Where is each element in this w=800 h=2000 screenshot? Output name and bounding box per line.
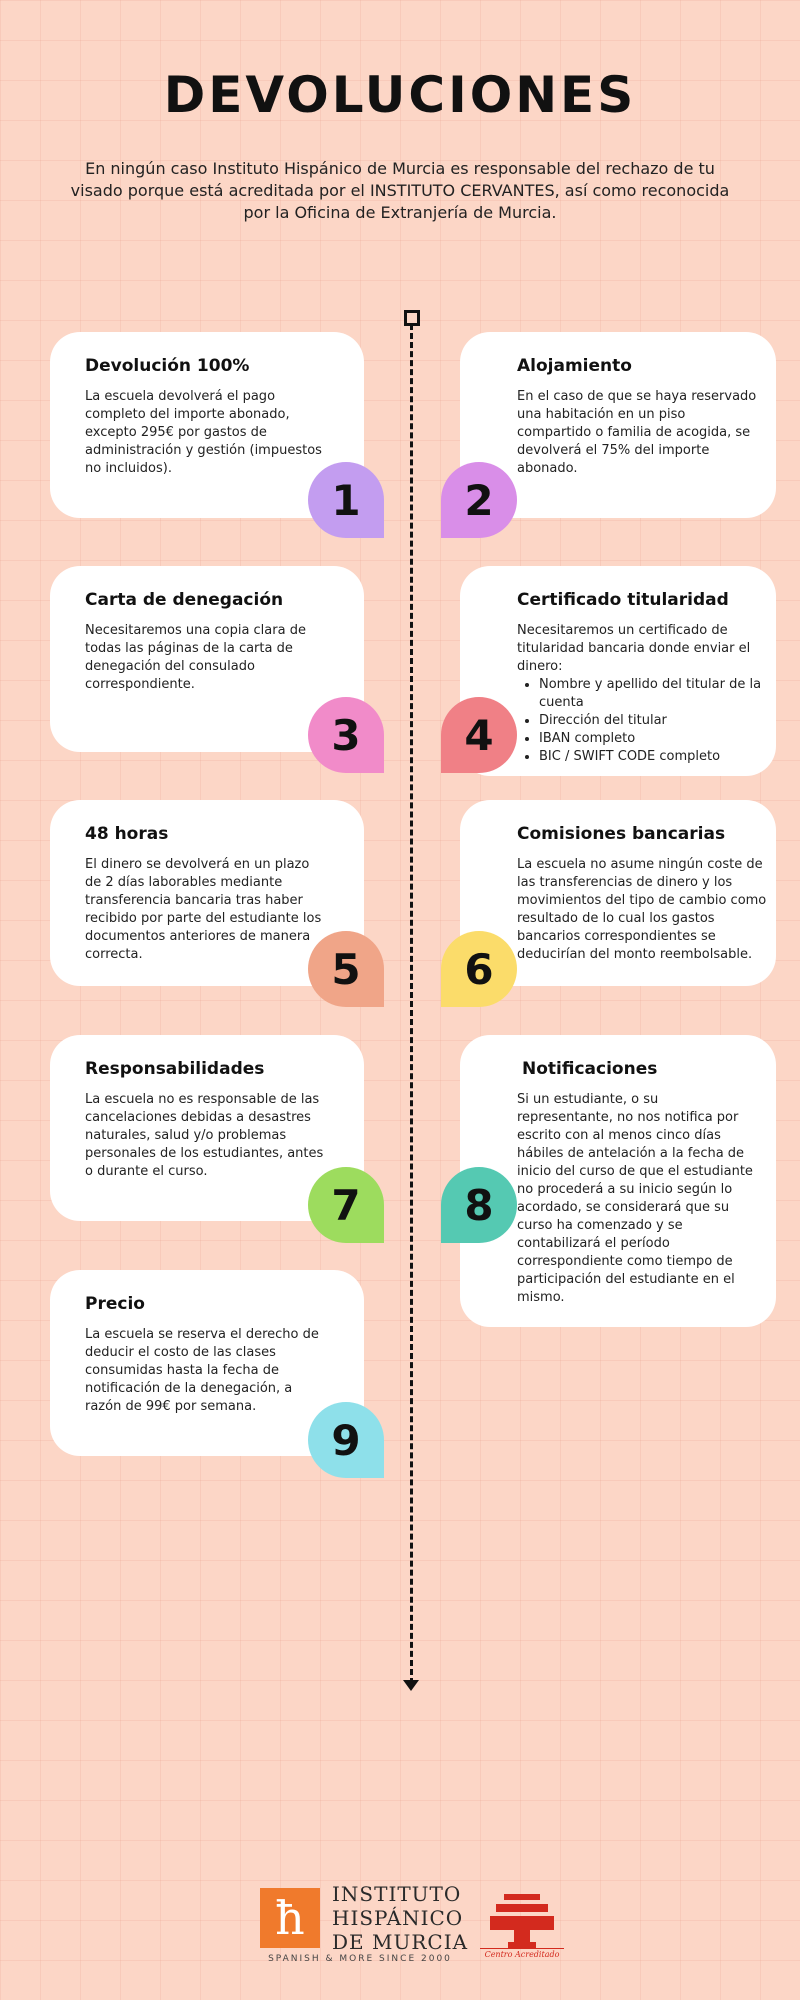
card-title: Devolución 100% [85, 356, 250, 376]
cervantes-label: Centro Acreditado [480, 1948, 564, 1959]
card-title: Precio [85, 1294, 145, 1314]
list-item: • Dirección del titular [539, 712, 767, 730]
list-item: • IBAN completo [539, 730, 767, 748]
instituto-name [332, 1882, 472, 1954]
number-badge-4: 4 [441, 697, 517, 773]
arrow-down-icon [403, 1680, 419, 1691]
card-title: Certificado titularidad [517, 590, 729, 610]
instituto-logo [260, 1888, 320, 1948]
number-badge-9: 9 [308, 1402, 384, 1478]
number-badge-7: 7 [308, 1167, 384, 1243]
requirements-list [517, 676, 767, 766]
cervantes-logo-icon [484, 1892, 560, 1956]
page-title: DEVOLUCIONES [163, 66, 637, 124]
number-badge-1: 1 [308, 462, 384, 538]
intro-text: En ningún caso Instituto Hispánico de Murcia es responsable del rechazo de tu visado porque está acreditada por el INSTITUTO CERVANTES, así como reconocida por la Oficina de Extranjería de Murcia. [70, 159, 730, 222]
card-title: Responsabilidades [85, 1059, 265, 1079]
number-badge-2: 2 [441, 462, 517, 538]
number-badge-6: 6 [441, 931, 517, 1007]
number-badge-3: 3 [308, 697, 384, 773]
card-text: Necesitaremos una copia clara de todas las páginas de la carta de denegación del consulado correspondiente. [85, 623, 306, 692]
card-text: Necesitaremos un certificado de titularidad bancaria donde enviar el dinero: [517, 623, 751, 674]
number-badge-8: 8 [441, 1167, 517, 1243]
card-title: 48 horas [85, 824, 169, 844]
card-text-block [517, 622, 767, 766]
logo-letter: ħ [275, 1891, 305, 1945]
name-line: HISPÁNICO [332, 1906, 464, 1930]
card-title: Carta de denegación [85, 590, 284, 610]
list-item: • BIC / SWIFT CODE completo [539, 748, 767, 766]
timeline-line [410, 324, 413, 1684]
card-text: El dinero se devolverá en un plazo de 2 días laborables mediante transferencia bancaria tras haber recibido por parte del estudiante los documentos anteriores de manera correcta. [85, 857, 322, 962]
name-line: DE MURCIA [332, 1930, 469, 1954]
card-text: La escuela no es responsable de las cancelaciones debidas a desastres naturales, salud y/o problemas personales de los estudiantes, antes o durante el curso. [85, 1092, 324, 1179]
footer-tagline: SPANISH & MORE SINCE 2000 [268, 1954, 452, 1964]
card-text: La escuela devolverá el pago completo del importe abonado, excepto 295€ por gastos de administración y gestión (impuestos no incluidos). [85, 389, 322, 476]
card-text: La escuela no asume ningún coste de las transferencias de dinero y los movimientos del tipo de cambio como resultado de lo cual los gastos bancarios correspondientes se deducirían del monto reembolsable. [517, 857, 767, 962]
card-text: Si un estudiante, o su representante, no nos notifica por escrito con al menos cinco días hábiles de antelación a la fecha de inicio del curso de que el estudiante no procederá a su inicio según lo acordado, se considerará que su curso ha comenzado y se contabilizará el período correspondiente como tiempo de participación del estudiante en el mismo. [517, 1092, 753, 1305]
card-title: Comisiones bancarias [517, 824, 726, 844]
list-item: • Nombre y apellido del titular de la cuenta [539, 676, 767, 712]
card-title: Notificaciones [522, 1059, 658, 1079]
name-line: INSTITUTO [332, 1882, 462, 1906]
card-title: Alojamiento [517, 356, 632, 376]
card-text: La escuela se reserva el derecho de deducir el costo de las clases consumidas hasta la fecha de notificación de la denegación, a razón de 99€ por semana. [85, 1327, 319, 1414]
number-badge-5: 5 [308, 931, 384, 1007]
card-text: En el caso de que se haya reservado una habitación en un piso compartido o familia de acogida, se devolverá el 75% del importe abonado. [517, 389, 757, 476]
